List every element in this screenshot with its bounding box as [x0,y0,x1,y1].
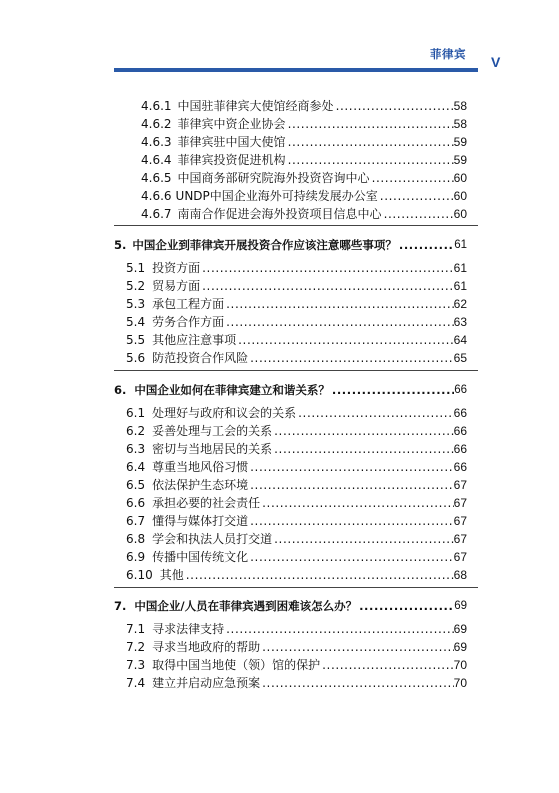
toc-entry[interactable]: 7.1 寻求法律支持 ..... 69 [126,619,467,636]
toc-entry[interactable]: 6.7 懂得与媒体打交道 ..... 67 [126,511,467,528]
header-title: 菲律宾 [430,47,466,61]
toc-entry[interactable]: 6.6 承担必要的社会责任 ..... 67 [126,493,467,510]
toc-entry[interactable]: 5.3 承包工程方面 ..... 62 [126,294,467,311]
section-divider [114,225,478,226]
toc-entry[interactable]: 7.2 寻求当地政府的帮助 ..... 69 [126,637,467,654]
toc-entry[interactable]: 5.6 防范投资合作风险 ..... 65 [126,348,467,365]
toc-entry[interactable]: 6.5 依法保护生态环境 ..... 67 [126,475,467,492]
section-divider [114,587,478,588]
toc-section-heading[interactable]: 6. 中国企业如何在菲律宾建立和谐关系？ ..... 66 [114,380,467,397]
toc-entry[interactable]: 4.6.2 菲律宾中资企业协会 ..... 58 [141,114,467,131]
toc-entry[interactable]: 6.4 尊重当地风俗习惯 ..... 66 [126,457,467,474]
toc-entry[interactable]: 5.4 劳务合作方面 ..... 63 [126,312,467,329]
toc-entry[interactable]: 5.5 其他应注意事项 ..... 64 [126,330,467,347]
toc-entry[interactable]: 4.6.4 菲律宾投资促进机构 ..... 59 [141,150,467,167]
toc-entry[interactable]: 6.10 其他 ..... 68 [126,565,467,582]
toc-section-heading[interactable]: 7. 中国企业/人员在菲律宾遇到困难该怎么办？ ..... 69 [114,596,467,613]
section-divider [114,370,478,371]
toc-entry[interactable]: 6.9 传播中国传统文化 ..... 67 [126,547,467,564]
toc-entry[interactable]: 6.2 妥善处理与工会的关系 ..... 66 [126,421,467,438]
toc-entry[interactable]: 4.6.3 菲律宾驻中国大使馆 ..... 59 [141,132,467,149]
toc-entry[interactable]: 4.6.6 UNDP中国企业海外可持续发展办公室 ..... 60 [141,186,467,203]
toc-entry[interactable]: 7.3 取得中国当地使（领）馆的保护 ..... 70 [126,655,467,672]
toc-entry[interactable]: 6.1 处理好与政府和议会的关系 ..... 66 [126,403,467,420]
toc-entry[interactable]: 4.6.7 南南合作促进会海外投资项目信息中心 ..... 60 [141,204,467,221]
toc-entry[interactable]: 6.3 密切与当地居民的关系 ..... 66 [126,439,467,456]
header-page-number: V [491,54,501,70]
toc-entry[interactable]: 7.4 建立并启动应急预案 ..... 70 [126,673,467,690]
toc-entry[interactable]: 4.6.1 中国驻菲律宾大使馆经商参处 ..... 58 [141,96,467,113]
toc-entry[interactable]: 6.8 学会和执法人员打交道 ..... 67 [126,529,467,546]
toc-entry[interactable]: 5.2 贸易方面 ..... 61 [126,276,467,293]
toc-section-heading[interactable]: 5. 中国企业到菲律宾开展投资合作应该注意哪些事项？ ..... 61 [114,235,467,252]
toc-entry[interactable]: 4.6.5 中国商务部研究院海外投资咨询中心 ..... 60 [141,168,467,185]
toc-entry[interactable]: 5.1 投资方面 ..... 61 [126,258,467,275]
